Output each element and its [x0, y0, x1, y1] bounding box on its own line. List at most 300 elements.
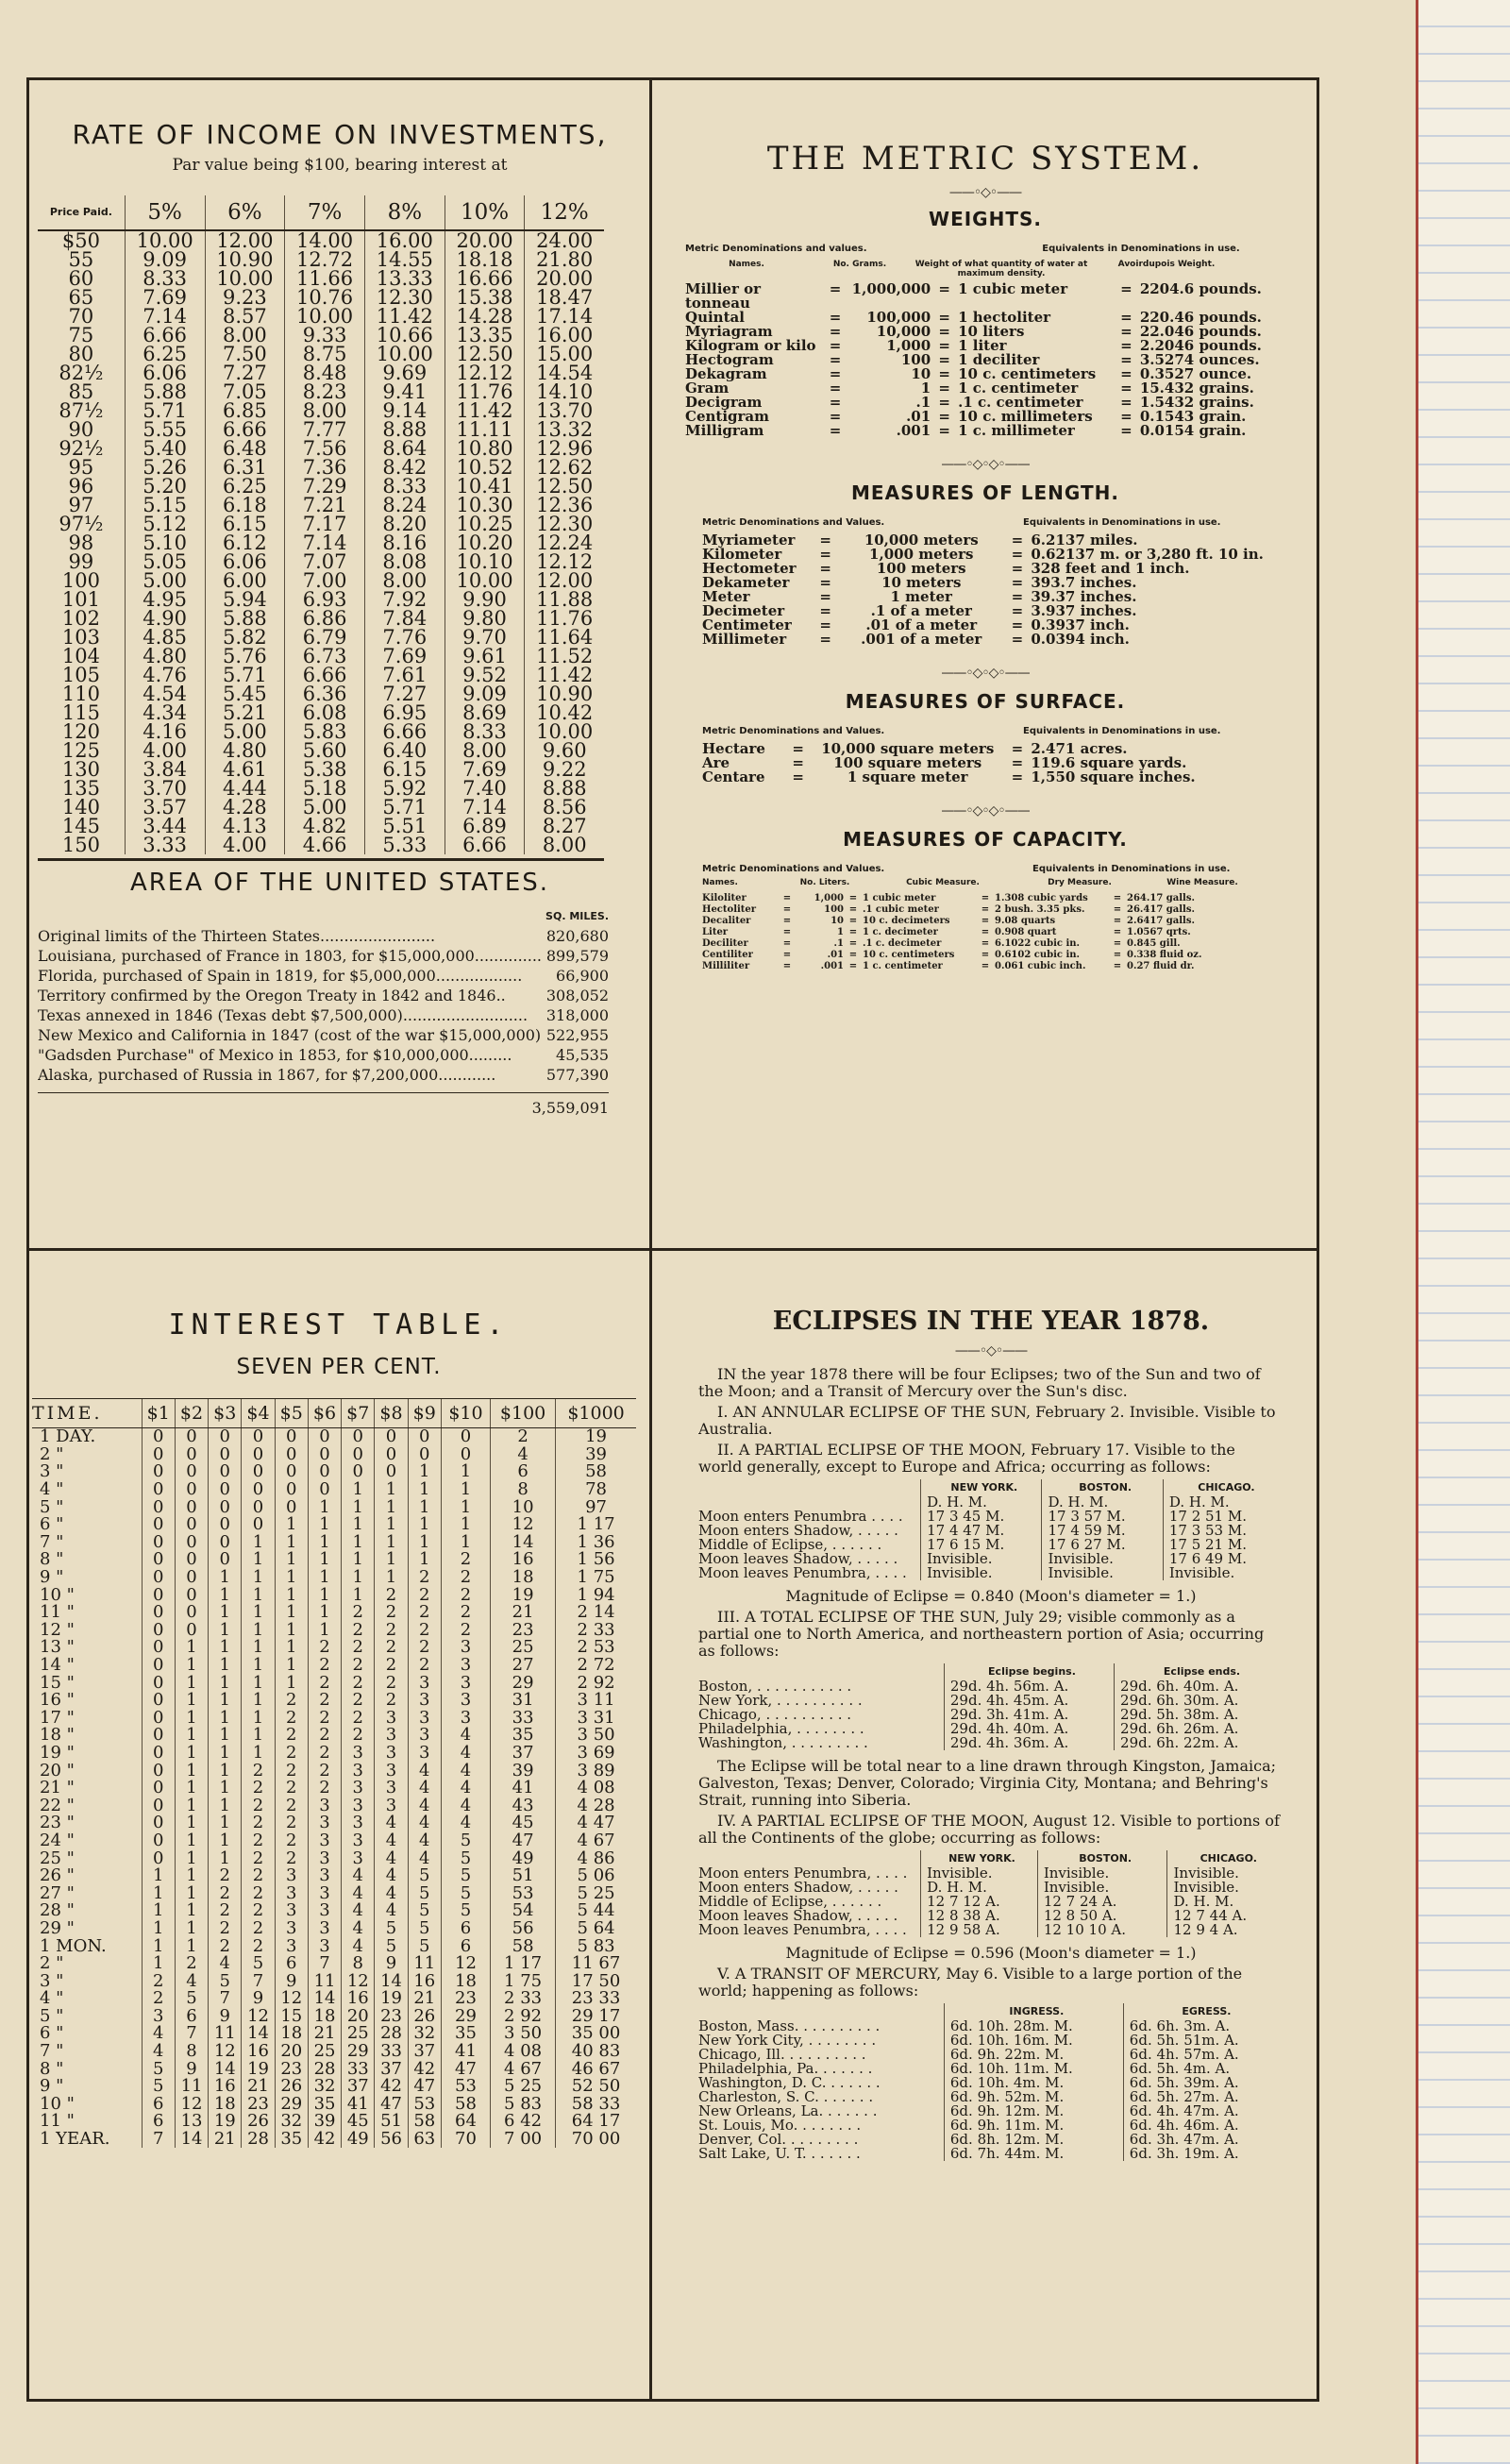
table-row [38, 345, 604, 363]
table-row [32, 2096, 636, 2114]
interest-cell: 2 [275, 1814, 308, 1832]
interest-cell: 3 [308, 1832, 341, 1850]
interest-cell: 1 [242, 1727, 275, 1745]
interest-cell: 4 [441, 1762, 490, 1780]
eclipse-3-total-note: The Eclipse will be total near to a line drawn through Kingston, Jamaica; Galveston, Texas; Denver, Colorado; Virginia City, Montana; and Behring's Strait, running into Siberia. [698, 1757, 1276, 1809]
eclipse-cell: Washington, D. C. . . . . . . [698, 2074, 881, 2091]
metric-cell: 1.0567 qrts. [1127, 927, 1191, 937]
horizontal-divider [26, 1248, 1319, 1251]
equals-sign: = [792, 740, 804, 757]
rate-cell: 4.80 [125, 647, 205, 666]
interest-cell: 45 [491, 1814, 556, 1832]
metric-cell: Millier or tonneau [685, 280, 761, 312]
interest-cell: 19 [491, 1586, 556, 1604]
metric-cell: Deciliter [702, 938, 748, 949]
eclipse-cell: 6d. 4h. 47m. A. [1123, 2104, 1284, 2118]
table-row [32, 1762, 636, 1780]
interest-cell: 8 [175, 2043, 208, 2061]
interest-cell: 0 [175, 1498, 208, 1516]
interest-cell: 5 [375, 1920, 408, 1938]
rate-cell: 14.10 [525, 382, 604, 401]
interest-cell: 9 " [40, 1567, 64, 1588]
eclipse-cell: 29d. 6h. 22m. A. [1115, 1736, 1284, 1750]
rate-cell: 4.00 [205, 835, 285, 854]
rate-cell: 70 [68, 305, 94, 328]
metric-cell: 1 [837, 927, 844, 937]
interest-cell: 33 [491, 1710, 556, 1728]
eclipses-intro: IN the year 1878 there will be four Eclipses; two of the Sun and two of the Moon; and a Transit of Mercury over the Sun's disc. [698, 1365, 1261, 1400]
equals-sign: = [819, 560, 831, 577]
interest-cell: 58 [441, 2096, 490, 2114]
interest-cell: 1 DAY. [40, 1426, 96, 1447]
interest-cell: 3 [441, 1674, 490, 1692]
list-item [702, 904, 1268, 916]
area-value: 308,052 [545, 987, 609, 1004]
table-row [32, 1428, 636, 1446]
capacity-sub-names: Names. [702, 878, 738, 887]
eclipse-cell: 6d. 10h. 28m. M. [944, 2019, 1123, 2034]
interest-cell: 27 [491, 1657, 556, 1675]
interest-cell: 1 [209, 1674, 242, 1692]
rate-cell: 7.29 [285, 477, 365, 496]
metric-cell: 1.308 cubic yards [995, 893, 1088, 903]
area-label: Louisiana, purchased of France in 1803, for $15,000,000.............. [38, 947, 542, 965]
metric-cell: Milliliter [702, 961, 750, 971]
interest-cell: 21 [242, 2078, 275, 2096]
table-row [32, 1814, 636, 1832]
table-row [38, 326, 604, 345]
length-h2: Equivalents in Denominations in use. [1023, 517, 1221, 528]
interest-cell: 3 [441, 1657, 490, 1675]
interest-cell: 2 [342, 1639, 375, 1657]
rate-cell: 7.36 [285, 458, 365, 477]
metric-cell: 119.6 square yards. [1031, 754, 1187, 771]
interest-cell: 12 [275, 1990, 308, 2008]
interest-cell: 3 [375, 1745, 408, 1763]
eclipse-cell: Invisible. [1037, 1881, 1167, 1895]
equals-sign: = [1120, 351, 1132, 368]
eclipse-cell: Moon enters Shadow, . . . . . [698, 1522, 898, 1539]
rate-cell: 4.16 [125, 722, 205, 741]
interest-cell: 3 [142, 2008, 175, 2026]
interest-cell: 1 YEAR. [40, 2129, 110, 2150]
interest-cell: 0 [142, 1745, 175, 1763]
weights-h1: Metric Denominations and values. [685, 244, 867, 254]
interest-cell: 24 " [40, 1830, 75, 1850]
interest-cell: 5 25 [556, 1884, 636, 1902]
interest-cell: 5 [441, 1884, 490, 1902]
equals-sign: = [1120, 365, 1132, 382]
eclipse-cell: 6d. 10h. 11m. M. [944, 2062, 1123, 2076]
interest-cell: 43 [491, 1797, 556, 1814]
rate-cell: 75 [68, 324, 94, 346]
interest-cell: 2 " [40, 1953, 64, 1974]
interest-panel [32, 1252, 646, 2398]
interest-cell: 3 [375, 1780, 408, 1797]
rate-subtitle: Par value being $100, bearing interest at [172, 156, 508, 175]
equals-sign: = [981, 950, 990, 960]
interest-cell: 5 [441, 1849, 490, 1867]
interest-cell: 0 [142, 1797, 175, 1814]
rate-cell: 11.76 [445, 382, 525, 401]
table-row [38, 363, 604, 382]
interest-cell: 53 [491, 1884, 556, 1902]
dhm-label: D. H. M. [1163, 1495, 1284, 1510]
interest-cell: 2 [408, 1604, 441, 1622]
rate-cell: 11.42 [525, 666, 604, 684]
metric-cell: 2.6417 galls. [1127, 916, 1195, 926]
interest-cell: 28 [375, 2025, 408, 2043]
interest-cell: 29 [342, 2043, 375, 2061]
rate-cell: 9.14 [364, 401, 445, 420]
interest-cell: 1 [209, 1762, 242, 1780]
rate-cell: 7.27 [205, 363, 285, 382]
rate-cell: 8.42 [364, 458, 445, 477]
metric-cell: 1 c. centimeter [863, 961, 943, 971]
eclipse-cell: 12 8 38 A. [921, 1909, 1038, 1923]
interest-cell: 5 [408, 1867, 441, 1885]
interest-cell: 0 [142, 1569, 175, 1587]
list-item [702, 950, 1268, 961]
metric-cell: 1 meter [890, 588, 952, 605]
rate-col-header: 5% [125, 195, 205, 230]
interest-cell: 1 [308, 1586, 341, 1604]
interest-cell: 0 [242, 1516, 275, 1534]
interest-cell: 8 " [40, 2058, 64, 2079]
table-row [32, 1849, 636, 1867]
interest-cell: 35 00 [556, 2025, 636, 2043]
rate-cell: 7.56 [285, 439, 365, 458]
rate-cell: 8.88 [364, 420, 445, 439]
table-row [38, 458, 604, 477]
interest-cell: 1 [175, 1639, 208, 1657]
metric-cell: 1 cubic meter [863, 893, 936, 903]
rate-cell: 7.14 [445, 798, 525, 817]
interest-cell: 1 [408, 1498, 441, 1516]
metric-cell: Are [702, 754, 730, 771]
metric-cell: 10 c. decimeters [863, 916, 950, 926]
interest-cell: 0 [175, 1569, 208, 1587]
interest-cell: 2 [342, 1710, 375, 1728]
interest-cell: 1 [375, 1498, 408, 1516]
interest-cell: 3 [308, 1902, 341, 1920]
interest-cell: 1 [209, 1569, 242, 1587]
interest-cell: 11 [408, 1955, 441, 1973]
rate-cell: 3.44 [125, 817, 205, 835]
table-row [32, 1920, 636, 1938]
rate-cell: 13.32 [525, 420, 604, 439]
interest-cell: 8 " [40, 1549, 64, 1570]
interest-cell: 15 [275, 2008, 308, 2026]
interest-cell: 4 [441, 1797, 490, 1814]
interest-cell: 16 [209, 2078, 242, 2096]
interest-cell: 0 [441, 1446, 490, 1464]
metric-cell: .001 [820, 961, 844, 971]
rate-cell: 6.93 [285, 590, 365, 609]
length-title: MEASURES OF LENGTH. [851, 481, 1119, 504]
interest-table [32, 1398, 636, 2148]
metric-cell: 39.37 inches. [1031, 588, 1137, 605]
table-row [38, 552, 604, 571]
rate-cell: 9.60 [525, 741, 604, 760]
interest-col-header: $9 [408, 1399, 441, 1428]
eclipse-cell: 6d. 10h. 4m. M. [944, 2076, 1123, 2090]
interest-cell: 6 [142, 2113, 175, 2131]
interest-cell: 1 [342, 1481, 375, 1499]
eclipse-begins-header: Eclipse begins. [944, 1663, 1114, 1679]
interest-cell: 3 [275, 1902, 308, 1920]
rate-cell: 5.71 [364, 798, 445, 817]
interest-cell: 25 [491, 1639, 556, 1657]
interest-cell: 1 [308, 1569, 341, 1587]
interest-cell: 4 [342, 1937, 375, 1955]
equals-sign: = [1011, 768, 1024, 785]
interest-cell: 12 [441, 1955, 490, 1973]
interest-cell: 3 50 [556, 1727, 636, 1745]
eclipse-cell: Charleston, S. C. . . . . . . [698, 2088, 874, 2105]
interest-cell: 2 [441, 1586, 490, 1604]
interest-cell: 0 [275, 1463, 308, 1481]
interest-cell: 37 [408, 2043, 441, 2061]
rate-cell: 7.14 [125, 307, 205, 326]
interest-cell: 4 08 [491, 2043, 556, 2061]
table-row [32, 1586, 636, 1604]
interest-cell: 4 [408, 1849, 441, 1867]
eclipse-3: III. A TOTAL ECLIPSE OF THE SUN, July 29; visible commonly as a partial one to North America, and northeastern portion of Asia; occurring as follows: [698, 1608, 1265, 1660]
interest-cell: 4 86 [556, 1849, 636, 1867]
metric-cell: Centiliter [702, 950, 753, 960]
capacity-list [657, 893, 1314, 972]
rate-cell: 8.00 [364, 571, 445, 590]
rate-cell: 10.00 [364, 345, 445, 363]
table-row [38, 401, 604, 420]
eclipse-cell: 6d. 5h. 39m. A. [1123, 2076, 1284, 2090]
table-row [32, 1780, 636, 1797]
rate-cell: 10.90 [205, 250, 285, 269]
interest-cell: 5 [175, 1990, 208, 2008]
interest-cell: 4 [209, 1955, 242, 1973]
ornament-divider: ——◦◇◦◇◦—— [941, 457, 1030, 472]
metric-cell: 6.2137 miles. [1031, 532, 1138, 548]
rate-cell: 18.47 [525, 288, 604, 307]
eclipse-2-table [698, 1479, 1284, 1580]
interest-cell: 3 [275, 1920, 308, 1938]
metric-cell: 3.5274 ounces. [1139, 351, 1260, 368]
table-row [698, 1736, 1284, 1750]
metric-cell: Myriameter [702, 532, 796, 548]
rate-cell: 13.70 [525, 401, 604, 420]
equals-sign: = [819, 532, 831, 548]
eclipse-cell: Boston, Mass. . . . . . . . . . [698, 2017, 881, 2034]
rate-cell: 10.00 [125, 230, 205, 250]
list-item [702, 590, 1268, 604]
interest-cell: 32 [308, 2078, 341, 2096]
equals-sign: = [782, 904, 792, 915]
eclipse-cell: 6d. 6h. 3m. A. [1123, 2019, 1284, 2034]
interest-cell: 23 [275, 2060, 308, 2078]
interest-cell: 6 [491, 1463, 556, 1481]
interest-cell: 23 [242, 2096, 275, 2114]
area-label: "Gadsden Purchase" of Mexico in 1853, for $10,000,000......... [38, 1046, 512, 1064]
interest-cell: 9 [375, 1955, 408, 1973]
interest-cell: 4 67 [556, 1832, 636, 1850]
interest-cell: 20 [342, 2008, 375, 2026]
rate-cell: 8.27 [525, 817, 604, 835]
equals-sign: = [848, 916, 858, 926]
interest-cell: 4 [342, 1920, 375, 1938]
rate-cell: 9.22 [525, 760, 604, 779]
rate-col-header: Price Paid. [38, 195, 125, 230]
weights-title: WEIGHTS. [929, 208, 1042, 230]
interest-cell: 21 [209, 2131, 242, 2149]
eclipse-cell: 6d. 4h. 57m. A. [1123, 2048, 1284, 2062]
rate-cell: 5.71 [205, 666, 285, 684]
area-value: 522,955 [545, 1026, 609, 1044]
interest-cell: 2 [242, 1902, 275, 1920]
egress-header: EGRESS. [1123, 2003, 1284, 2019]
lined-paper-edge [1416, 0, 1510, 2464]
table-row [32, 2113, 636, 2131]
rate-cell: 8.00 [445, 741, 525, 760]
eclipse-cell: 12 9 4 A. [1167, 1923, 1284, 1937]
eclipse-cell: Chicago, . . . . . . . . . . [698, 1706, 852, 1723]
metric-cell: 1 c. decimeter [863, 927, 938, 937]
area-value: 899,579 [545, 947, 609, 965]
rate-cell: 5.55 [125, 420, 205, 439]
interest-cell: 2 [242, 1884, 275, 1902]
interest-cell: 2 [209, 1902, 242, 1920]
interest-cell: 0 [275, 1481, 308, 1499]
rate-cell: 5.21 [205, 703, 285, 722]
interest-cell: 1 [209, 1780, 242, 1797]
eclipse-cell: Chicago, Ill. . . . . . . . . . [698, 2046, 866, 2063]
interest-cell: 7 [242, 1972, 275, 1990]
eclipse-cell: Boston, . . . . . . . . . . . [698, 1678, 852, 1695]
rate-cell: 5.51 [364, 817, 445, 835]
dhm-label: D. H. M. [1042, 1495, 1163, 1510]
interest-cell: 1 [209, 1745, 242, 1763]
eclipse-2: II. A PARTIAL ECLIPSE OF THE MOON, February 17. Visible to the world generally, except to Europe and Africa; occurring as follows: [698, 1441, 1235, 1476]
rate-cell: 7.05 [205, 382, 285, 401]
interest-cell: 1 [242, 1569, 275, 1587]
interest-cell: 5 [142, 2060, 175, 2078]
rate-cell: 8.16 [364, 533, 445, 552]
interest-cell: 0 [175, 1481, 208, 1499]
rate-cell: 14.54 [525, 363, 604, 382]
rate-cell: 7.92 [364, 590, 445, 609]
rate-cell: 5.82 [205, 628, 285, 647]
eclipse-cell: D. H. M. [921, 1881, 1038, 1895]
equals-sign: = [1011, 532, 1024, 548]
rate-cell: 8.20 [364, 515, 445, 533]
interest-cell: 2 [342, 1674, 375, 1692]
metric-cell: 0.3937 inch. [1031, 616, 1130, 633]
interest-col-header: $10 [441, 1399, 490, 1428]
interest-cell: 49 [342, 2131, 375, 2149]
eclipse-cell: 17 4 47 M. [921, 1524, 1042, 1538]
interest-cell: 1 [175, 1727, 208, 1745]
table-row [32, 2131, 636, 2149]
eclipse-cell: 17 5 21 M. [1163, 1538, 1284, 1552]
interest-cell: 6 [175, 2008, 208, 2026]
table-row [32, 1710, 636, 1728]
rate-cell: 9.69 [364, 363, 445, 382]
metric-cell: Quintal [685, 309, 745, 326]
city-header: NEW YORK. [921, 1479, 1042, 1495]
interest-cell: 4 [375, 1814, 408, 1832]
rate-cell: 21.80 [525, 250, 604, 269]
interest-cell: 0 [242, 1428, 275, 1446]
rate-cell: 10.00 [445, 571, 525, 590]
rate-cell: 6.08 [285, 703, 365, 722]
rate-cell: 4.90 [125, 609, 205, 628]
rate-cell: 11.88 [525, 590, 604, 609]
rate-cell: 8.23 [285, 382, 365, 401]
interest-cell: 5 [441, 1832, 490, 1850]
interest-col-header: $5 [275, 1399, 308, 1428]
equals-sign: = [938, 380, 950, 397]
interest-cell: 2 [491, 1428, 556, 1446]
eclipse-cell: New York, . . . . . . . . . . [698, 1692, 863, 1709]
rate-col-header: 8% [364, 195, 445, 230]
interest-cell: 37 [491, 1745, 556, 1763]
rate-cell: 9.09 [125, 250, 205, 269]
equals-sign: = [829, 408, 842, 425]
interest-cell: 58 [408, 2113, 441, 2131]
interest-cell: 2 [209, 1937, 242, 1955]
interest-cell: 1 [242, 1674, 275, 1692]
rate-cell: 9.33 [285, 326, 365, 345]
rate-cell: 7.69 [364, 647, 445, 666]
interest-cell: 41 [491, 1780, 556, 1797]
list-item [38, 1005, 609, 1025]
city-header: CHICAGO. [1167, 1850, 1284, 1866]
metric-cell: Hectoliter [702, 904, 757, 915]
equals-sign: = [1011, 588, 1024, 605]
eclipse-5-table [698, 2003, 1284, 2161]
interest-cell: 1 [408, 1551, 441, 1569]
interest-cell: 53 [441, 2078, 490, 2096]
interest-cell: 2 [375, 1692, 408, 1710]
rate-cell: 80 [68, 343, 94, 365]
rate-cell: 12.62 [525, 458, 604, 477]
interest-cell: 0 [441, 1428, 490, 1446]
equals-sign: = [938, 323, 950, 340]
interest-cell: 3 " [40, 1970, 64, 1991]
equals-sign: = [1120, 408, 1132, 425]
equals-sign: = [938, 408, 950, 425]
interest-cell: 16 [408, 1972, 441, 1990]
eclipse-cell: 6d. 5h. 4m. A. [1123, 2062, 1284, 2076]
interest-cell: 2 [308, 1762, 341, 1780]
interest-cell: 1 [342, 1586, 375, 1604]
interest-cell: 9 " [40, 2076, 64, 2097]
rate-cell: 92½ [59, 437, 104, 460]
table-row [38, 250, 604, 269]
rate-cell: 3.33 [125, 835, 205, 854]
eclipse-cell: 29d. 6h. 26m. A. [1115, 1722, 1284, 1736]
vertical-divider [649, 77, 652, 2402]
table-row [32, 1446, 636, 1464]
metric-cell: Liter [702, 927, 729, 937]
interest-cell: 2 [375, 1674, 408, 1692]
interest-cell: 2 [308, 1639, 341, 1657]
interest-cell: 2 [342, 1657, 375, 1675]
interest-cell: 1 [242, 1745, 275, 1763]
interest-cell: 1 [275, 1534, 308, 1552]
interest-cell: 0 [175, 1622, 208, 1640]
metric-cell: Myriagram [685, 323, 773, 340]
